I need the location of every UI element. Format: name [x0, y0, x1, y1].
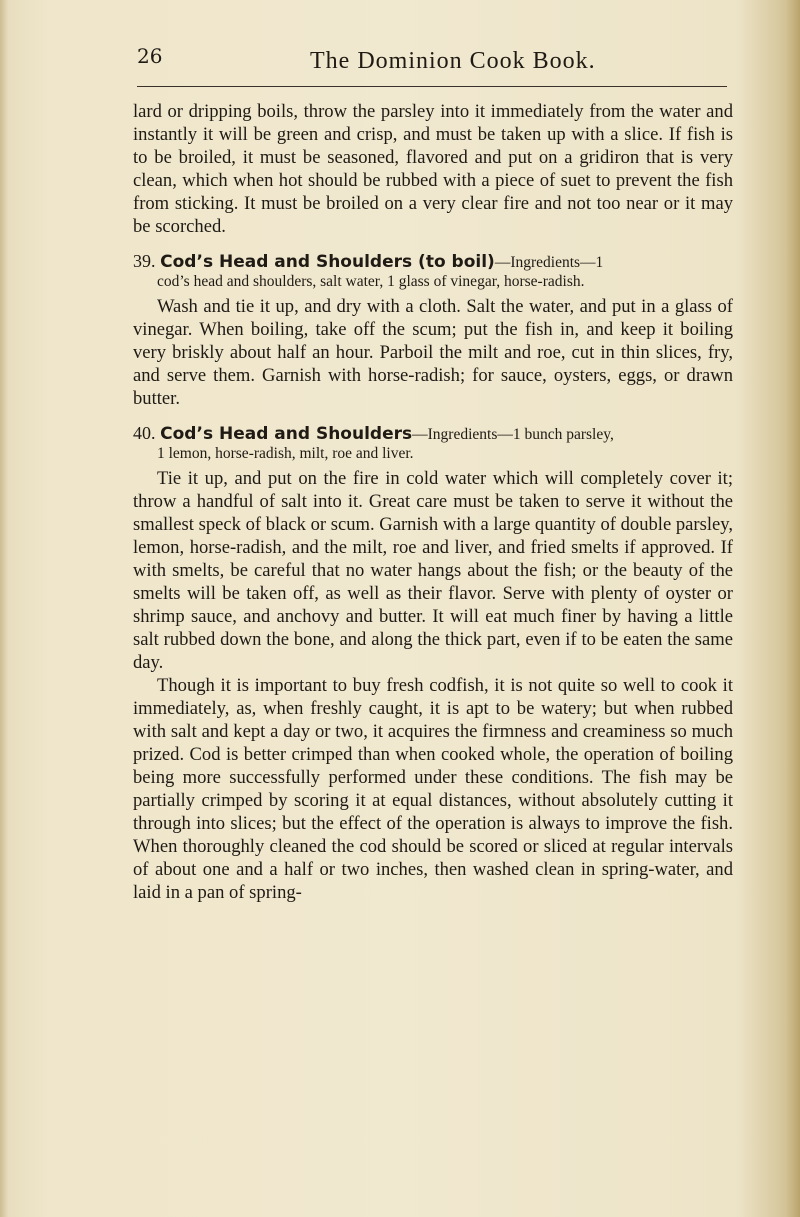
ingredients-lead: 1 bunch parsley,: [512, 426, 614, 443]
recipe-40-method: Tie it up, and put on the fire in cold water which will completely cover it; throw a handful of salt into it. Great care must be taken to serve it without the smallest speck of black or scum. Garnish with a large quantity of double parsley, lemon, horse-radish, and the milt, roe and liver, and fried smelts if approved. If with smelts, be careful that no water hangs about the fish; or the beauty of the smelts will be taken off, as well as their flavor. Serve with plenty of oyster or shrimp sauce, and anchovy and butter. It will eat much finer by having a little salt rubbed down the bone, and along the thick part, even if to be eaten the same day.: [133, 468, 734, 673]
recipe-title: Cod’s Head and Shoulders: [160, 252, 413, 272]
page-header: [137, 44, 727, 84]
header-rule: [137, 86, 727, 87]
page-body: [133, 100, 733, 904]
page-left-edge: [0, 0, 8, 1217]
recipe-qualifier: (to boil): [412, 252, 495, 272]
recipe-39-method: Wash and tie it up, and dry with a cloth. Salt the water, and put in a glass of vinegar. When boiling, take off the scum; put the fish in, and keep it boiling very briskly about half an hour. Parboil the milt and roe, cut in thin slices, fry, and serve them. Garnish with horse-radish; for sauce, oysters, eggs, or drawn butter.: [133, 296, 733, 409]
ingredients-label: —Ingredients—: [412, 426, 513, 443]
ingredients-lead: 1: [595, 254, 604, 271]
ingredients-list: 1 lemon, horse-radish, milt, roe and liver.: [157, 445, 414, 462]
recipe-40-note: Though it is important to buy fresh codfish, it is not quite so well to cook it immediately, as, when freshly caught, it is apt to be watery; but when rubbed with salt and kept a day or two, it acquires the firmness and creaminess so much prized. Cod is better crimped than when cooked whole, the operation of boiling being more successfully performed under these conditions. The fish may be partially crimped by scoring it at equal distances, without absolutely cutting it through into slices; but the effect of the operation is always to improve the fish. When thoroughly cleaned the cod should be scored or sliced at regular intervals of about one and a half or two inches, then washed clean in spring-water, and laid in a pan of spring-: [133, 675, 733, 903]
ingredients-label: —Ingredients—: [494, 254, 596, 271]
page-number: 26: [137, 44, 163, 68]
recipe-39-heading: [133, 251, 733, 291]
page-right-edge: [786, 0, 800, 1217]
running-title: The Dominion Cook Book.: [310, 48, 596, 74]
intro-paragraph: lard or dripping boils, throw the parsley into it immediately from the water and instantly it will be green and crisp, and must be taken up with a slice. If fish is to be broiled, it must be seasoned, flavored and put on a gridiron that is very clean, which when hot should be rubbed with a piece of suet to prevent the fish from sticking. It must be broiled on a very clear fire and not too near or it may be scorched.: [133, 101, 733, 237]
ingredients-list: cod’s head and shoulders, salt water, 1 glass of vinegar, horse-radish.: [157, 273, 585, 290]
recipe-title: Cod’s Head and Shoulders: [160, 424, 413, 444]
recipe-number: 39.: [133, 251, 156, 271]
recipe-40-heading: [133, 423, 733, 463]
recipe-number: 40.: [133, 423, 156, 443]
